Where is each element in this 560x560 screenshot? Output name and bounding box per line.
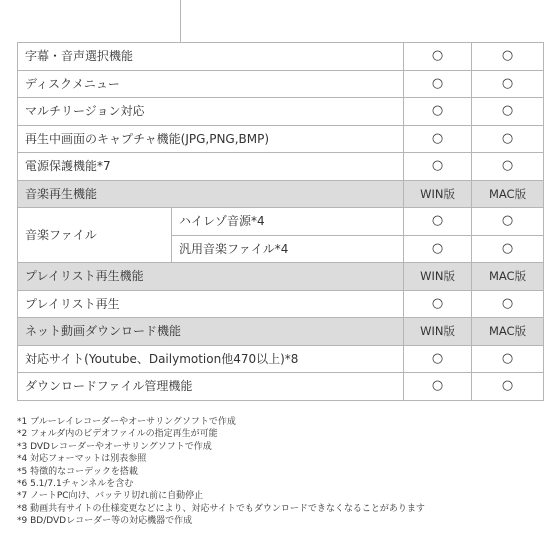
table-row: [18, 153, 544, 181]
win-support-mark: ○: [404, 208, 472, 236]
win-support-mark: ○: [404, 235, 472, 263]
win-support-mark: ○: [404, 290, 472, 318]
mac-version-label: MAC版: [472, 318, 544, 346]
mac-support-mark: ○: [472, 43, 544, 71]
section-header-row: [18, 263, 544, 291]
footnote: *7 ノートPC向け、バッテリ切れ前に自動停止: [17, 491, 204, 502]
mac-support-mark: ○: [472, 235, 544, 263]
win-version-label: WIN版: [404, 180, 472, 208]
section-title: 音楽再生機能: [18, 180, 404, 208]
footnote: *3 DVDレコーダーやオーサリングソフトで作成: [17, 441, 212, 452]
win-support-mark: ○: [404, 125, 472, 153]
footnote: *9 BD/DVDレコーダー等の対応機器で作成: [17, 516, 193, 527]
feature-label: 再生中画面のキャプチャ機能(JPG,PNG,BMP): [18, 125, 404, 153]
feature-comparison-table: [17, 42, 544, 401]
win-support-mark: ○: [404, 153, 472, 181]
column-divider-stub: [180, 0, 181, 42]
mac-version-label: MAC版: [472, 263, 544, 291]
table-row: [18, 290, 544, 318]
mac-support-mark: ○: [472, 290, 544, 318]
mac-support-mark: ○: [472, 345, 544, 373]
footnote: *5 特徴的なコーデックを搭載: [17, 466, 138, 477]
mac-support-mark: ○: [472, 125, 544, 153]
win-support-mark: ○: [404, 70, 472, 98]
table-row: [18, 373, 544, 401]
footnotes: [17, 416, 547, 528]
mac-version-label: MAC版: [472, 180, 544, 208]
mac-support-mark: ○: [472, 373, 544, 401]
mac-support-mark: ○: [472, 208, 544, 236]
table-row: [18, 98, 544, 126]
win-version-label: WIN版: [404, 318, 472, 346]
feature-label: 対応サイト(Youtube、Dailymotion他470以上)*8: [18, 345, 404, 373]
footnote: *1 ブルーレイレコーダーやオーサリングソフトで作成: [17, 417, 236, 427]
feature-label: ディスクメニュー: [18, 70, 404, 98]
section-title: プレイリスト再生機能: [18, 263, 404, 291]
section-header-row: [18, 180, 544, 208]
win-support-mark: ○: [404, 43, 472, 71]
feature-label: マルチリージョン対応: [18, 98, 404, 126]
feature-label: ハイレゾ音源*4: [172, 208, 404, 236]
mac-support-mark: ○: [472, 70, 544, 98]
section-header-row: [18, 318, 544, 346]
footnote: *4 対応フォーマットは別表参照: [17, 454, 147, 465]
mac-support-mark: ○: [472, 98, 544, 126]
feature-label: 字幕・音声選択機能: [18, 43, 404, 71]
feature-label: ダウンロードファイル管理機能: [18, 373, 404, 401]
win-support-mark: ○: [404, 345, 472, 373]
table-row: [18, 208, 544, 236]
group-label: 音楽ファイル: [18, 208, 172, 263]
footnote: *6 5.1/7.1チャンネルを含む: [17, 479, 134, 490]
feature-label: プレイリスト再生: [18, 290, 404, 318]
mac-support-mark: ○: [472, 153, 544, 181]
table-row: [18, 43, 544, 71]
feature-label: 電源保護機能*7: [18, 153, 404, 181]
win-support-mark: ○: [404, 98, 472, 126]
win-support-mark: ○: [404, 373, 472, 401]
win-version-label: WIN版: [404, 263, 472, 291]
section-title: ネット動画ダウンロード機能: [18, 318, 404, 346]
table-row: [18, 345, 544, 373]
footnote: *8 動画共有サイトの仕様変更などにより、対応サイトでもダウンロードできなくなることがあります: [17, 503, 425, 514]
footnote: *2 フォルダ内のビデオファイルの指定再生が可能: [17, 429, 218, 440]
feature-label: 汎用音楽ファイル*4: [172, 235, 404, 263]
table-row: [18, 125, 544, 153]
table-row: [18, 70, 544, 98]
